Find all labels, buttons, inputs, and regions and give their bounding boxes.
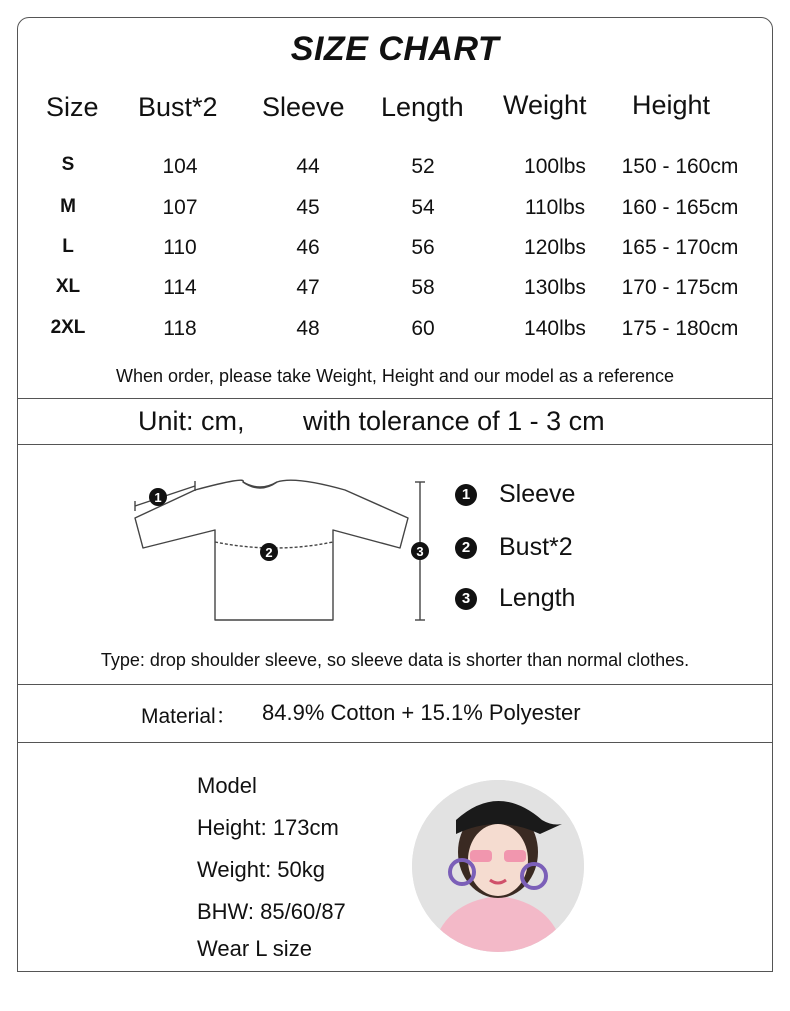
legend-label: Length <box>499 584 576 612</box>
row-sleeve: 45 <box>296 196 320 219</box>
divider <box>17 444 773 445</box>
model-bhw: BHW: 85/60/87 <box>197 899 346 924</box>
row-length: 54 <box>411 196 435 219</box>
row-weight: 140lbs <box>524 317 586 340</box>
row-sleeve: 47 <box>296 276 320 299</box>
row-size: XL <box>55 276 81 297</box>
model-wear-size: Wear L size <box>197 936 312 961</box>
tolerance-label: with tolerance of 1 - 3 cm <box>303 406 605 436</box>
number-3-icon: 3 <box>455 588 477 610</box>
material-value: 84.9% Cotton + 15.1% Polyester <box>262 700 581 725</box>
reference-note: When order, please take Weight, Height and our model as a reference <box>116 366 674 386</box>
row-bust: 104 <box>162 155 198 178</box>
header-height: Height <box>632 90 711 120</box>
row-height: 170 - 175cm <box>621 276 739 299</box>
material-label: Material： <box>141 705 237 728</box>
row-sleeve: 46 <box>296 236 320 259</box>
marker-2-icon <box>260 543 278 561</box>
shirt-measurement-diagram <box>125 470 435 630</box>
row-height: 160 - 165cm <box>621 196 739 219</box>
header-bust: Bust*2 <box>138 92 218 122</box>
row-size: 2XL <box>50 317 86 338</box>
row-height: 175 - 180cm <box>621 317 739 340</box>
row-bust: 110 <box>163 236 197 259</box>
svg-text:1: 1 <box>154 490 162 505</box>
row-bust: 114 <box>163 276 197 299</box>
row-weight: 110lbs <box>524 196 586 219</box>
header-size: Size <box>46 92 99 122</box>
model-title: Model <box>197 773 257 798</box>
header-sleeve: Sleeve <box>262 92 345 122</box>
legend-label: Sleeve <box>499 480 576 508</box>
row-height: 165 - 170cm <box>621 236 739 259</box>
number-1-icon: 1 <box>455 484 477 506</box>
svg-text:3: 3 <box>416 544 424 559</box>
legend-item-length <box>455 584 575 613</box>
model-photo <box>412 780 584 952</box>
model-portrait-icon <box>412 780 584 952</box>
svg-text:2: 2 <box>265 545 273 560</box>
row-bust: 107 <box>162 196 198 219</box>
row-sleeve: 44 <box>296 155 320 178</box>
header-weight: Weight <box>503 90 587 120</box>
row-length: 58 <box>411 276 435 299</box>
legend-item-sleeve <box>455 480 575 509</box>
divider <box>17 398 773 399</box>
row-weight: 120lbs <box>524 236 586 259</box>
row-weight: 130lbs <box>524 276 586 299</box>
model-weight: Weight: 50kg <box>197 857 326 882</box>
marker-1-icon <box>149 488 167 506</box>
row-bust: 118 <box>163 317 197 340</box>
header-length: Length <box>381 92 464 122</box>
row-sleeve: 48 <box>296 317 320 340</box>
chart-title: SIZE CHART <box>290 30 500 68</box>
row-size: M <box>60 196 76 217</box>
unit-label: Unit: cm, <box>138 406 245 436</box>
row-size: L <box>62 236 74 257</box>
type-note: Type: drop shoulder sleeve, so sleeve data is shorter than normal clothes. <box>100 650 690 670</box>
row-weight: 100lbs <box>524 155 586 178</box>
divider <box>17 684 773 685</box>
number-2-icon: 2 <box>455 537 477 559</box>
row-height: 150 - 160cm <box>621 155 739 178</box>
row-size: S <box>61 154 75 175</box>
row-length: 60 <box>411 317 435 340</box>
row-length: 52 <box>411 155 435 178</box>
legend-item-bust <box>455 533 573 562</box>
model-height: Height: 173cm <box>197 815 339 840</box>
row-length: 56 <box>411 236 435 259</box>
divider <box>17 742 773 743</box>
legend-label: Bust*2 <box>499 533 573 561</box>
marker-3-icon <box>411 542 429 560</box>
